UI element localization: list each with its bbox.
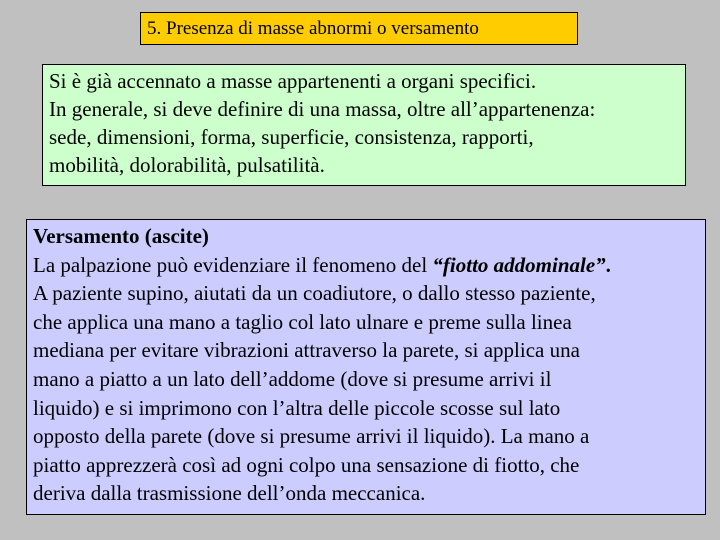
versamento-heading: Versamento (ascite): [33, 224, 209, 248]
intro-line: sede, dimensioni, forma, superficie, consistenza, rapporti,: [49, 125, 534, 149]
slide-title-text: 5. Presenza di masse abnormi o versamento: [147, 18, 479, 39]
slide-title: [140, 12, 578, 45]
versamento-line: che applica una mano a taglio col lato ulnare e preme sulla linea: [33, 309, 572, 334]
intro-box: [42, 64, 686, 186]
versamento-line: mano a piatto a un lato dell’addome (dove si presume arrivi il: [33, 366, 552, 391]
intro-line: Si è già accennato a masse appartenenti a organi specifici.: [49, 69, 537, 93]
versamento-line: liquido) e si imprimono con l’altra delle piccole scosse sul lato: [33, 395, 561, 420]
versamento-line: A paziente supino, aiutati da un coadiutore, o dallo stesso paziente,: [33, 281, 596, 306]
versamento-line: piatto apprezzerà così ad ogni colpo una sensazione di fiotto, che: [33, 452, 580, 477]
versamento-line: mediana per evitare vibrazioni attraverso la parete, si applica una: [33, 338, 580, 363]
intro-line: mobilità, dolorabilità, pulsatilità.: [49, 153, 325, 177]
versamento-line-end: .: [605, 252, 611, 277]
intro-line: In generale, si deve definire di una massa, oltre all’appartenenza:: [49, 97, 596, 121]
versamento-line-start: La palpazione può evidenziare il fenomeno del: [33, 252, 433, 277]
versamento-line: [33, 251, 699, 280]
versamento-box: [26, 219, 706, 515]
fiotto-addominale-emphasis: “fiotto addominale”: [432, 252, 606, 277]
versamento-line: opposto della parete (dove si presume arrivi il liquido). La mano a: [33, 424, 590, 449]
versamento-line: deriva dalla trasmissione dell’onda meccanica.: [33, 481, 426, 506]
